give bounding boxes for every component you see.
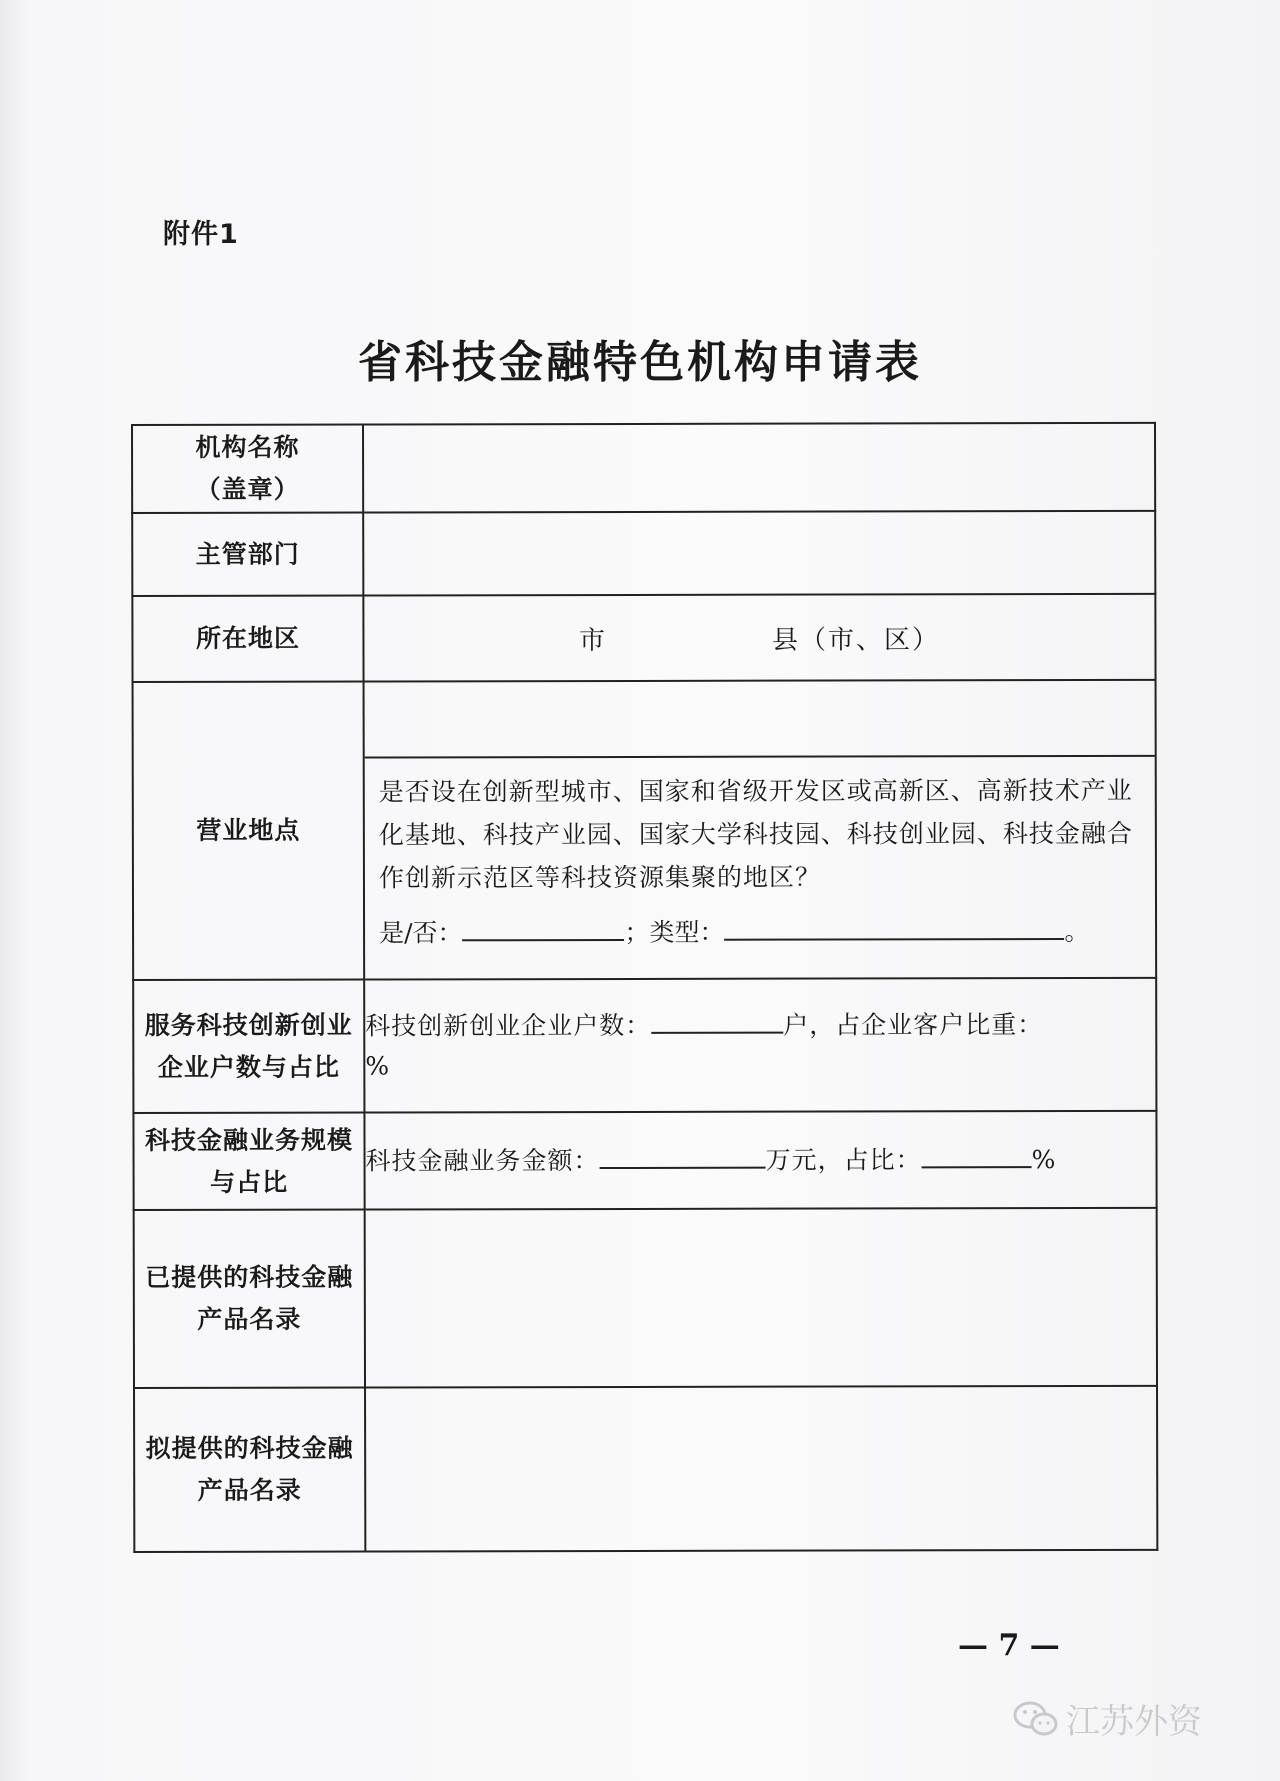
location-question: 是否设在创新型城市、国家和省级开发区或高新区、高新技术产业化基地、科技产业园、国家大学科技园、科技创业园、科技金融合作创新示范区等科技资源集聚的地区？ bbox=[378, 775, 1133, 893]
location-cell bbox=[364, 680, 1157, 980]
wechat-icon bbox=[1012, 1699, 1060, 1739]
service-label: 服务科技创新创业企业户数与占比 bbox=[133, 980, 364, 1113]
seal-note: （盖章） bbox=[195, 474, 300, 504]
provided-products-field[interactable] bbox=[365, 1208, 1157, 1388]
region-field[interactable] bbox=[363, 594, 1155, 682]
row-dept bbox=[132, 511, 1155, 596]
scale-amount-blank[interactable] bbox=[600, 1144, 766, 1168]
row-service bbox=[133, 978, 1156, 1113]
application-form-table bbox=[131, 422, 1158, 1553]
type-blank[interactable] bbox=[724, 916, 1064, 941]
planned-products-label: 拟提供的科技金融产品名录 bbox=[134, 1388, 365, 1552]
row-location bbox=[133, 680, 1157, 980]
location-field[interactable] bbox=[365, 681, 1155, 759]
org-name-field[interactable] bbox=[363, 423, 1155, 513]
scale-label: 科技金融业务规模与占比 bbox=[133, 1113, 364, 1210]
row-region bbox=[132, 594, 1155, 682]
service-field: 科技创新创业企业户数： 户，占企业客户比重： % bbox=[364, 978, 1156, 1113]
region-label: 所在地区 bbox=[132, 596, 363, 682]
dept-label: 主管部门 bbox=[132, 513, 363, 596]
attachment-label: 附件1 bbox=[163, 219, 239, 250]
watermark-text: 江苏外资 bbox=[1066, 1702, 1202, 1742]
page-title: 省科技金融特色机构申请表 bbox=[358, 337, 922, 388]
org-name-label: 机构名称 （盖章） bbox=[132, 425, 363, 513]
planned-products-field[interactable] bbox=[365, 1386, 1157, 1552]
service-count-blank[interactable] bbox=[651, 1009, 783, 1033]
watermark bbox=[1012, 1694, 1202, 1743]
location-answer: 是/否： ；类型： 。 bbox=[379, 916, 1090, 948]
page-number: — 7 — bbox=[958, 1628, 1060, 1663]
region-county: 县（市、区） bbox=[771, 624, 941, 656]
provided-products-label: 已提供的科技金融产品名录 bbox=[134, 1210, 365, 1388]
yes-no-blank[interactable] bbox=[462, 917, 624, 941]
row-provided-products bbox=[134, 1208, 1157, 1388]
region-city: 市 bbox=[578, 625, 607, 656]
location-label: 营业地点 bbox=[133, 682, 365, 980]
row-org-name bbox=[132, 423, 1155, 513]
scale-field: 科技金融业务金额： 万元，占比： % bbox=[364, 1111, 1156, 1210]
dept-field[interactable] bbox=[363, 511, 1155, 596]
row-scale bbox=[133, 1111, 1156, 1210]
scale-percent-blank[interactable] bbox=[922, 1144, 1032, 1168]
row-planned-products bbox=[134, 1386, 1157, 1552]
